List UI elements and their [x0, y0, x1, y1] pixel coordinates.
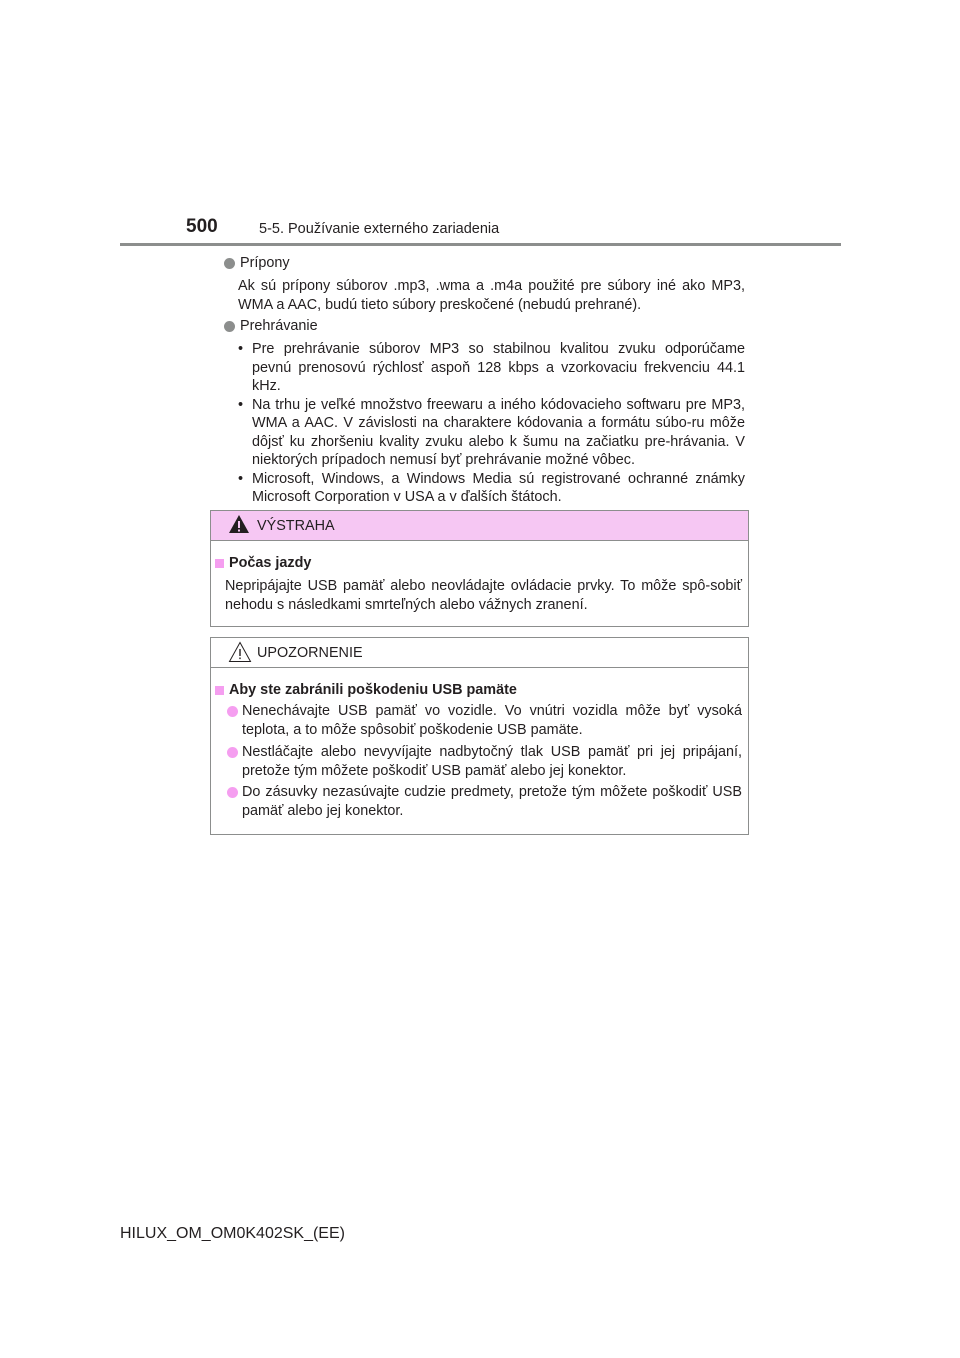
document-code: HILUX_OM_OM0K402SK_(EE): [120, 1225, 345, 1242]
caution-item: Do zásuvky nezasúvajte cudzie predmety, pretože tým môžete poškodiť USB pamäť alebo jej konektor.: [227, 783, 742, 820]
warning-text: Nepripájajte USB pamäť alebo neovládajte ovládacie prvky. To môže spô-sobiť nehodu s následkami smrteľných alebo vážnych zranení.: [225, 578, 742, 613]
list-item: • Microsoft, Windows, a Windows Media sú registrované ochranné známky Microsoft Corporation v USA a v ďalších štátoch.: [238, 470, 745, 505]
list-item: • Na trhu je veľké množstvo freewaru a iného kódovacieho softwaru pre MP3, WMA a AAC. V závislosti na charaktere kódovania a formátu súbo-ru môže dôjsť ku zhoršeniu kvality zvuku alebo k šumu na začiatku pre-hrávania. V niektorých prípadoch nemusí byť prehrávanie možné vôbec.: [238, 396, 745, 468]
warning-title: VÝSTRAHA: [257, 518, 335, 534]
extensions-text: Ak sú prípony súborov .mp3, .wma a .m4a použité pre súbory iné ako MP3, WMA a AAC, budú tieto súbory preskočené (nebudú prehrané).: [238, 278, 745, 313]
header-rule: [120, 243, 841, 246]
playback-list: [238, 340, 745, 507]
warning-triangle-icon: [228, 514, 250, 534]
caution-triangle-icon: [228, 641, 252, 663]
bullet-dot-icon: [227, 706, 238, 717]
square-bullet-icon: [215, 559, 224, 568]
caution-subheading: Aby ste zabránili poškodeniu USB pamäte: [215, 682, 517, 698]
page-number: 500: [186, 216, 218, 237]
warning-header: [211, 511, 748, 541]
bullet-dot-icon: [224, 258, 235, 269]
bullet-dot-icon: [224, 321, 235, 332]
list-item: • Pre prehrávanie súborov MP3 so stabilnou kvalitou zvuku odporúčame pevnú prenosovú rýchlosť aspoň 128 kbps a vzorkovaciu frekvenciu 44.1 kHz.: [238, 341, 745, 394]
caution-item: Nenechávajte USB pamäť vo vozidle. Vo vnútri vozidla môže byť vysoká teplota, a to môže spôsobiť poškodenie USB pamäte.: [227, 702, 742, 739]
caution-title: UPOZORNENIE: [257, 645, 363, 661]
section-title: 5-5. Používanie externého zariadenia: [259, 221, 500, 237]
bullet-dot-icon: [227, 787, 238, 798]
caution-header: [211, 638, 748, 668]
extensions-heading: Prípony: [224, 255, 290, 271]
playback-heading: Prehrávanie: [224, 318, 318, 334]
warning-subheading: Počas jazdy: [215, 555, 311, 571]
caution-item: Nestláčajte alebo nevyvíjajte nadbytočný tlak USB pamäť pri jej pripájaní, pretože tým môžete poškodiť USB pamäť alebo jej konektor.: [227, 743, 742, 780]
bullet-dot-icon: [227, 747, 238, 758]
caution-box: [210, 637, 749, 835]
warning-box: [210, 510, 749, 627]
square-bullet-icon: [215, 686, 224, 695]
